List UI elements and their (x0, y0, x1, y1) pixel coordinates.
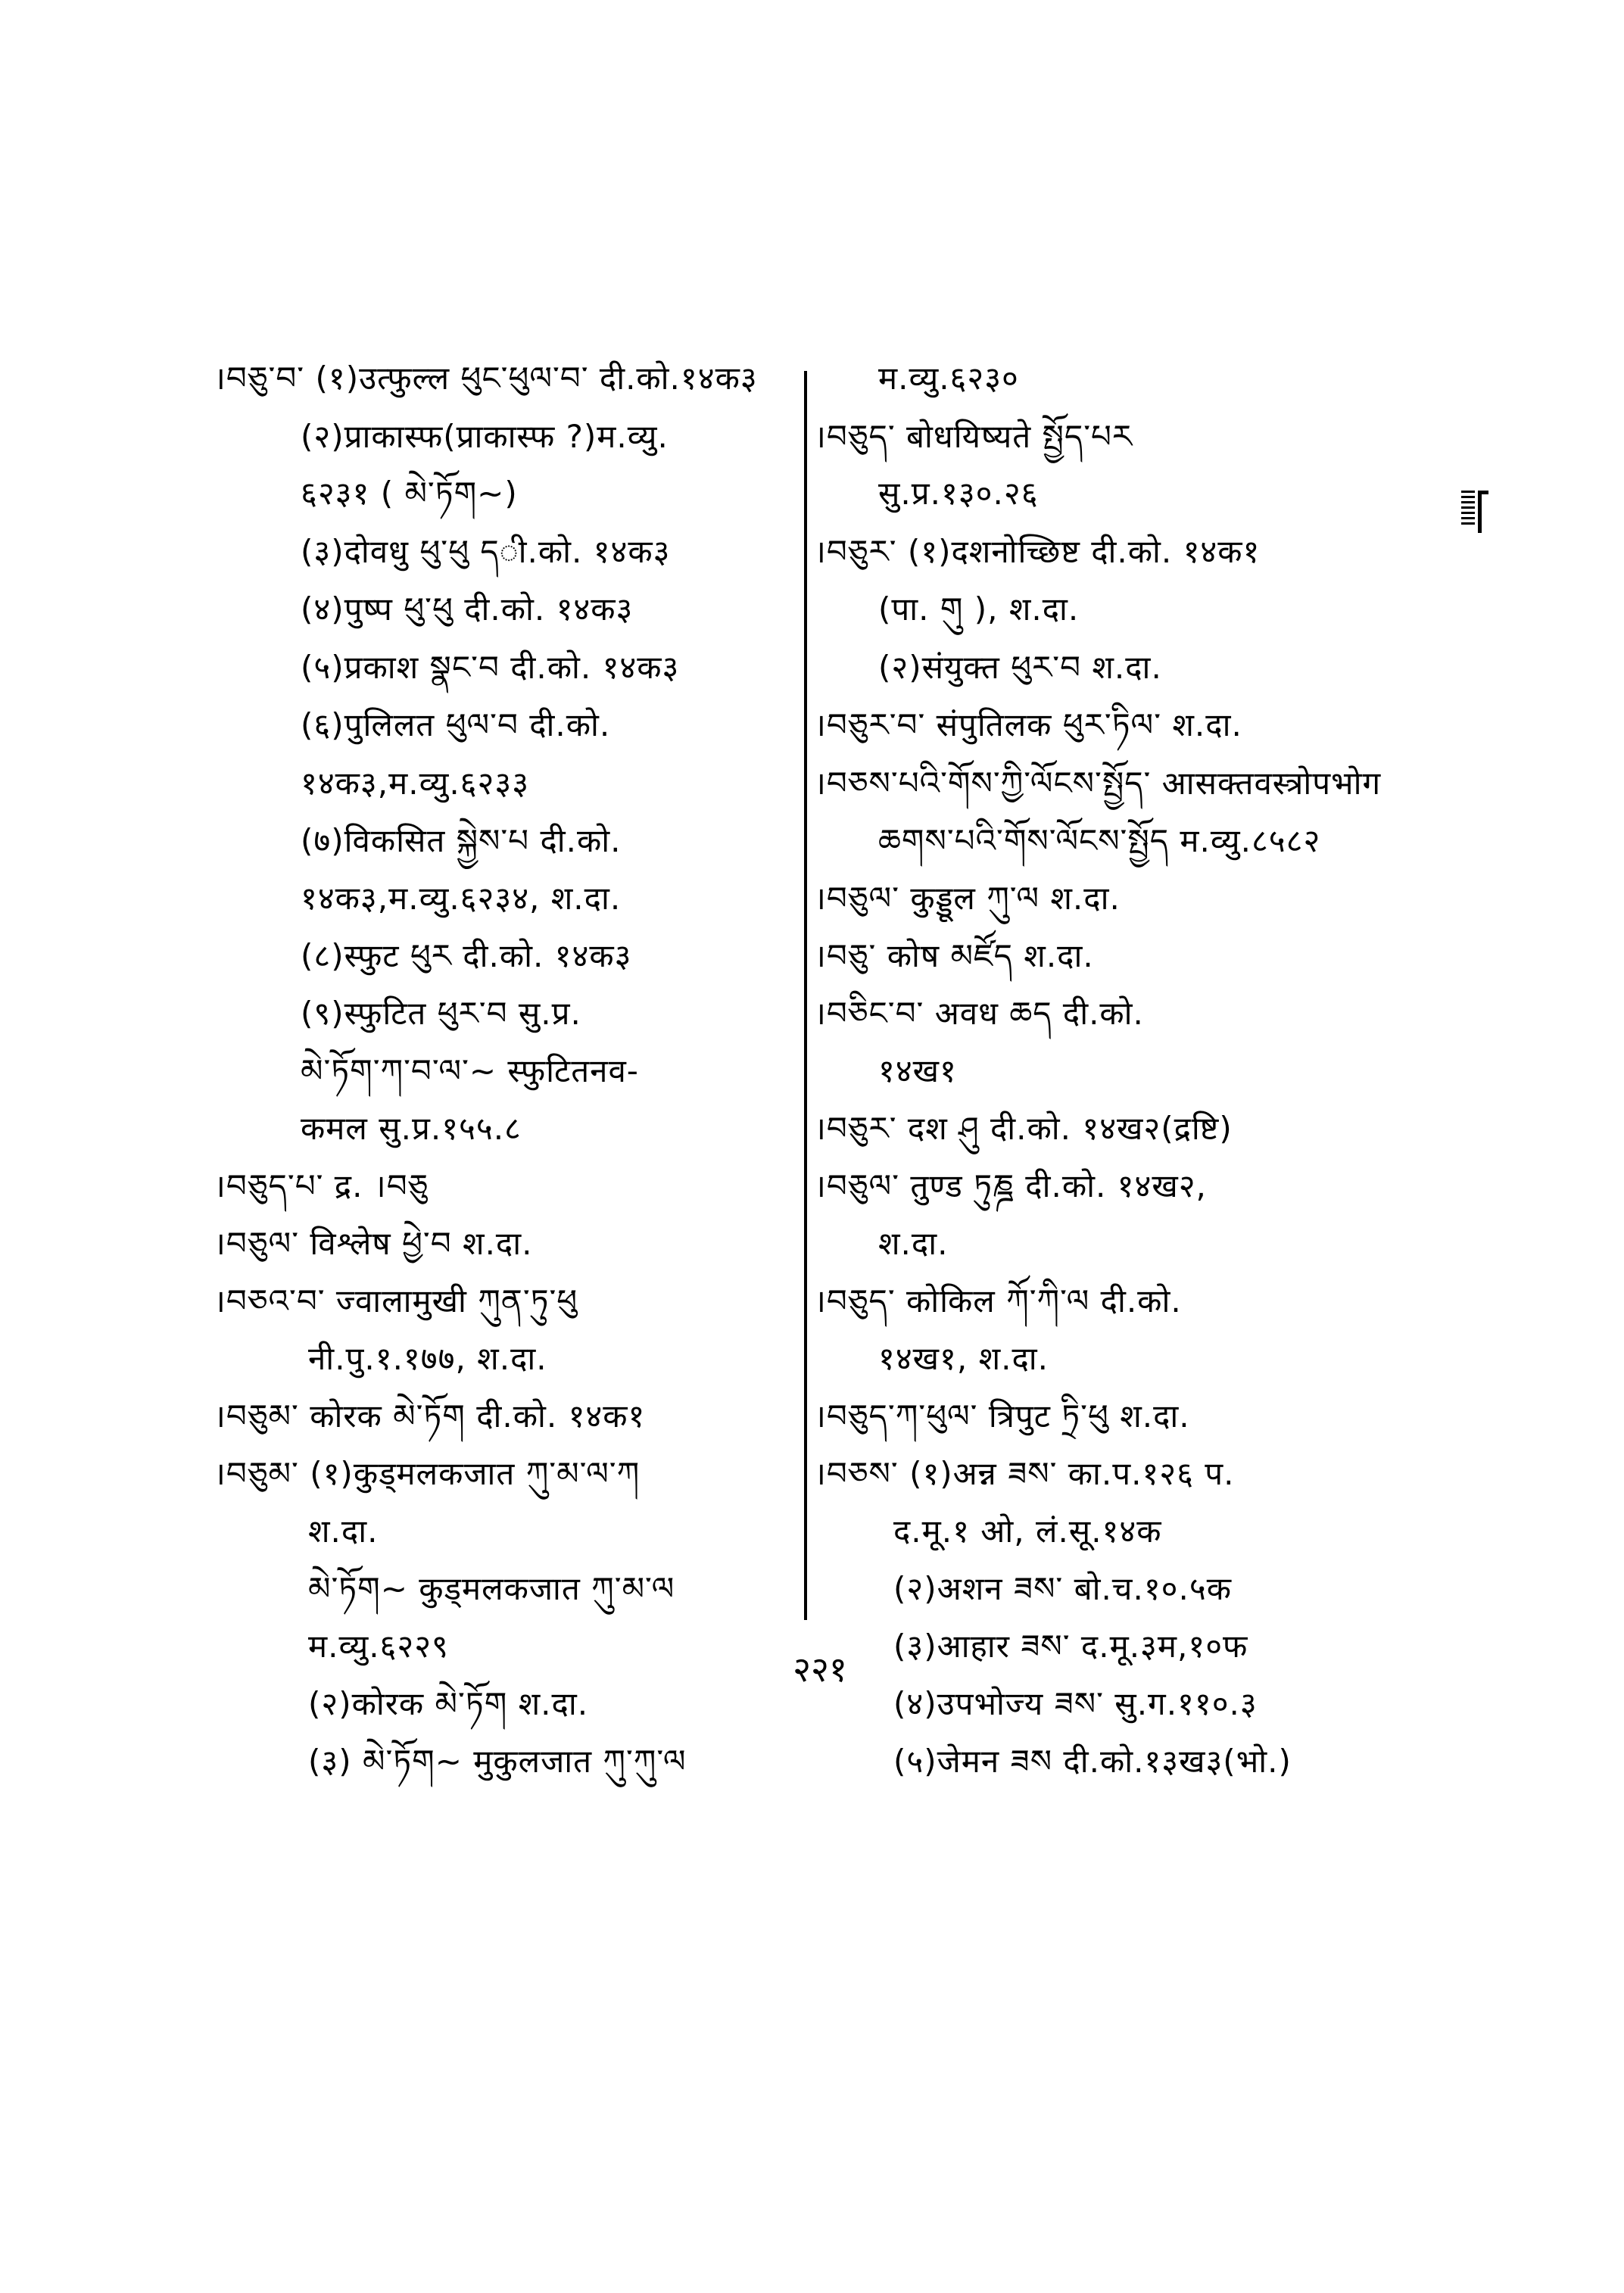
entry-line: ।བཅས་པའི་གོས་ཀྱི་ལོངས་སྤྱོད་ आसक्तवस्त्रोपभोग (814, 765, 1382, 802)
entry-line: (पा. གུ ), श.दा. (878, 590, 1080, 628)
entry-line: (८)स्फुट ཕུར दी.को. १४क३ (301, 937, 632, 974)
entry-line: ।བཅུལ་ कुड्डूल ཀུ་ལ श.दा. (814, 880, 1121, 917)
entry-line: १४क३,म.व्यु.६२३४, श.दा. (301, 880, 622, 917)
page-number: २२१ (793, 1649, 847, 1690)
entry-line: ।བཅུ་ कोष མཛོད श.दा. (814, 937, 1094, 974)
entry-line: (३) མེ་ཏོག~ मुकुलजात ཀུ་ཀུ་ལ (308, 1743, 687, 1780)
entry-line: ६२३१ ( མེ་ཏོག~) (301, 475, 518, 512)
entry-line: མེ་ཏོག་ཀ་བ་ལ་~ स्फुटितनव- (301, 1052, 639, 1089)
entry-line: ।བཅས་ (१)अन्न ཟས་ का.प.१२६ प. (814, 1455, 1235, 1492)
entry-line: ।བཅུར་ (१)दशनोच्छिष्ट दी.को. १४क१ (814, 533, 1261, 570)
entry-line: ।བཅུད་ कोकिल ཀོ་ཀི་ལ दी.को. (814, 1282, 1182, 1319)
entry-line: (३)दोवधु ཕུ་ཕུ དी.को. १४क३ (301, 533, 671, 570)
entry-line: म.व्यु.६२३० (878, 360, 1019, 397)
entry-line: (३)आहार ཟས་ द.मू.३म,१०फ (893, 1628, 1248, 1665)
entry-line: ।བཅའ་བ་ ज्वालामुखी ཀུན་ཏུ་ཕུ (214, 1282, 578, 1319)
entry-line: (६)पुलिलत ཕུལ་བ दी.को. (301, 706, 611, 743)
entry-line: कमल सु.प्र.१५५.८ (301, 1110, 522, 1147)
entry-line: ।བཅིང་བ་ अवध ཆད दी.को. (814, 995, 1144, 1032)
entry-line: नी.पु.१.१७७, श.दा. (308, 1340, 547, 1377)
entry-line: १४ख१, श.दा. (878, 1340, 1049, 1377)
entry-line: (२)अशन ཟས་ बो.च.१०.५क (893, 1570, 1232, 1607)
entry-line: ।བཅུད་ཀ་ཕུལ་ त्रिपुट ཏྲི་ཕུ श.दा. (814, 1397, 1190, 1435)
entry-line: (५)प्रकाश སྣང་བ दी.को. १४क३ (301, 649, 680, 686)
entry-line: ।བཅུམ་ कोरक མེ་ཏོག दी.को. १४क१ (214, 1397, 646, 1435)
entry-line: (४)उपभोज्य ཟས་ सु.ग.११०.३ (893, 1685, 1258, 1722)
margin-tab-mark (1461, 491, 1487, 533)
entry-line: མེ་ཏོག~ कुड्मलकजात ཀུ་མ་ལ (308, 1570, 675, 1607)
entry-line: ।བཅུལ་ तुण्ड ཏུཎྜ दी.को. १४ख२, (814, 1167, 1207, 1204)
column-divider (804, 371, 807, 1620)
entry-line: (२)कोरक མེ་ཏོག श.दा. (308, 1685, 589, 1722)
entry-line: (२)प्राकास्फ(प्राकास्फ ?)म.व्यु. (301, 418, 669, 455)
entry-line: ।བཅུད་ बोधयिष्यते སྤྱོད་པར (814, 418, 1133, 455)
entry-line: (५)जेमन ཟས दी.को.१३ख३(भो.) (893, 1743, 1292, 1780)
entry-line: ।བཅུམ་ (१)कुड्मलकजात ཀུ་མ་ལ་ཀ (214, 1455, 641, 1492)
entry-line: ।བཅུར་བ་ संपुतिलक ཕུར་ཏིལ་ श.दा. (814, 706, 1242, 743)
entry-line: सु.प्र.१३०.२६ (878, 475, 1039, 512)
entry-line: ।བཅུད་པ་ द्र. ।བཅུ (214, 1167, 429, 1204)
entry-line: (७)विकसित སྐྱེས་པ दी.को. (301, 822, 622, 859)
entry-line: म.व्यु.६२२९ (308, 1628, 449, 1665)
entry-line: (९)स्फुटित ཕུར་བ सु.प्र. (301, 995, 581, 1032)
entry-line: श.दा. (308, 1513, 379, 1550)
entry-line: १४क३,म.व्यु.६२३३ (301, 765, 530, 802)
entry-line: द.मू.१ ओ, लं.सू.१४क (893, 1513, 1162, 1550)
entry-line: ।བཅུ་བ་ (१)उत्फुल्ल ཕུང་ཕུལ་བ་ दी.को.१४क३ (214, 360, 758, 397)
entry-line: ।བཅུལ་ विश्लेष ཕྱེ་བ श.दा. (214, 1225, 533, 1262)
entry-line: श.दा. (878, 1225, 949, 1262)
entry-line: (४)पुष्प ཕུ་ཕུ दी.को. १४क३ (301, 590, 634, 628)
entry-line: १४ख१ (878, 1052, 957, 1089)
entry-line: (२)संयुक्त ཕུར་བ श.दा. (878, 649, 1162, 686)
entry-line: ཆགས་པའི་གོས་ལོངས་སྤྱོད म.व्यु.८५८२ (878, 822, 1321, 859)
entry-line: ।བཅུར་ दश ཤུ दी.को. १४ख२(द्रष्टि) (814, 1110, 1233, 1147)
